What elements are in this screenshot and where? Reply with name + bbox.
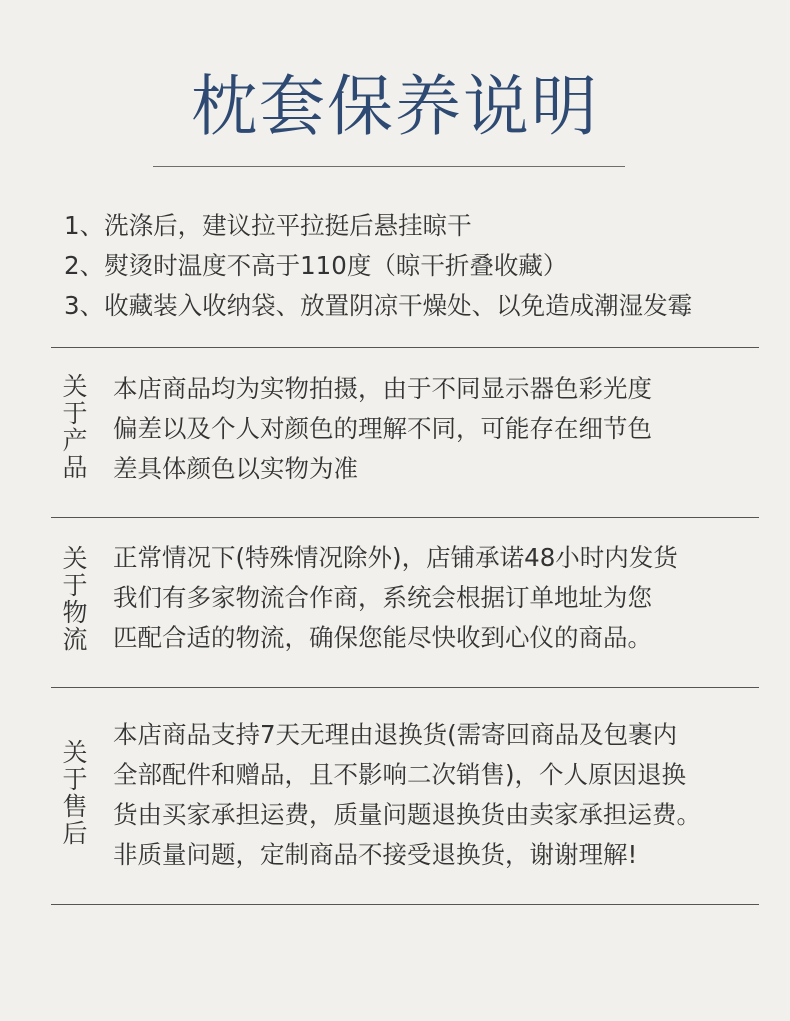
label-char: 于 bbox=[62, 399, 88, 428]
title-divider bbox=[153, 166, 625, 167]
label-char: 品 bbox=[62, 453, 88, 482]
about-logistics-text bbox=[113, 538, 773, 658]
about-logistics-label bbox=[58, 545, 92, 653]
about-after-sales-section bbox=[0, 687, 790, 904]
body-line: 本店商品均为实物拍摄，由于不同显示器色彩光度 bbox=[113, 374, 652, 403]
body-line: 货由买家承担运费，质量问题退换货由卖家承担运费。 bbox=[113, 800, 701, 829]
label-char: 物 bbox=[62, 598, 88, 627]
about-logistics-section bbox=[0, 517, 790, 687]
label-char: 关 bbox=[62, 372, 88, 401]
section-divider bbox=[51, 904, 759, 905]
body-line: 正常情况下(特殊情况除外)，店铺承诺48小时内发货 bbox=[113, 543, 678, 572]
label-char: 关 bbox=[62, 544, 88, 573]
body-line: 匹配合适的物流，确保您能尽快收到心仪的商品。 bbox=[113, 623, 652, 652]
about-after-sales-label bbox=[58, 739, 92, 847]
about-product-text bbox=[113, 369, 773, 489]
body-line: 差具体颜色以实物为准 bbox=[113, 454, 358, 483]
care-instruction-3: 3、收藏装入收纳袋、放置阴凉干燥处、以免造成潮湿发霉 bbox=[64, 291, 693, 320]
body-line: 本店商品支持7天无理由退换货(需寄回商品及包裹内 bbox=[113, 720, 678, 749]
label-char: 售 bbox=[62, 792, 88, 821]
body-line: 非质量问题，定制商品不接受退换货，谢谢理解! bbox=[113, 840, 638, 869]
label-char: 产 bbox=[62, 426, 88, 455]
label-char: 关 bbox=[62, 738, 88, 767]
care-instruction-2: 2、熨烫时温度不高于110度（晾干折叠收藏） bbox=[64, 251, 568, 280]
body-line: 全部配件和赠品，且不影响二次销售)，个人原因退换 bbox=[113, 760, 687, 789]
care-instruction-1: 1、洗涤后，建议拉平拉挺后悬挂晾干 bbox=[64, 211, 472, 240]
label-char: 于 bbox=[62, 765, 88, 794]
about-after-sales-text bbox=[113, 715, 773, 875]
label-char: 后 bbox=[62, 819, 88, 848]
label-char: 于 bbox=[62, 571, 88, 600]
body-line: 偏差以及个人对颜色的理解不同，可能存在细节色 bbox=[113, 414, 652, 443]
care-instructions-list bbox=[64, 206, 764, 326]
body-line: 我们有多家物流合作商，系统会根据订单地址为您 bbox=[113, 583, 652, 612]
page-title: 枕套保养说明 bbox=[191, 68, 599, 145]
label-char: 流 bbox=[62, 625, 88, 654]
about-product-label bbox=[58, 373, 92, 481]
about-product-section bbox=[0, 347, 790, 517]
